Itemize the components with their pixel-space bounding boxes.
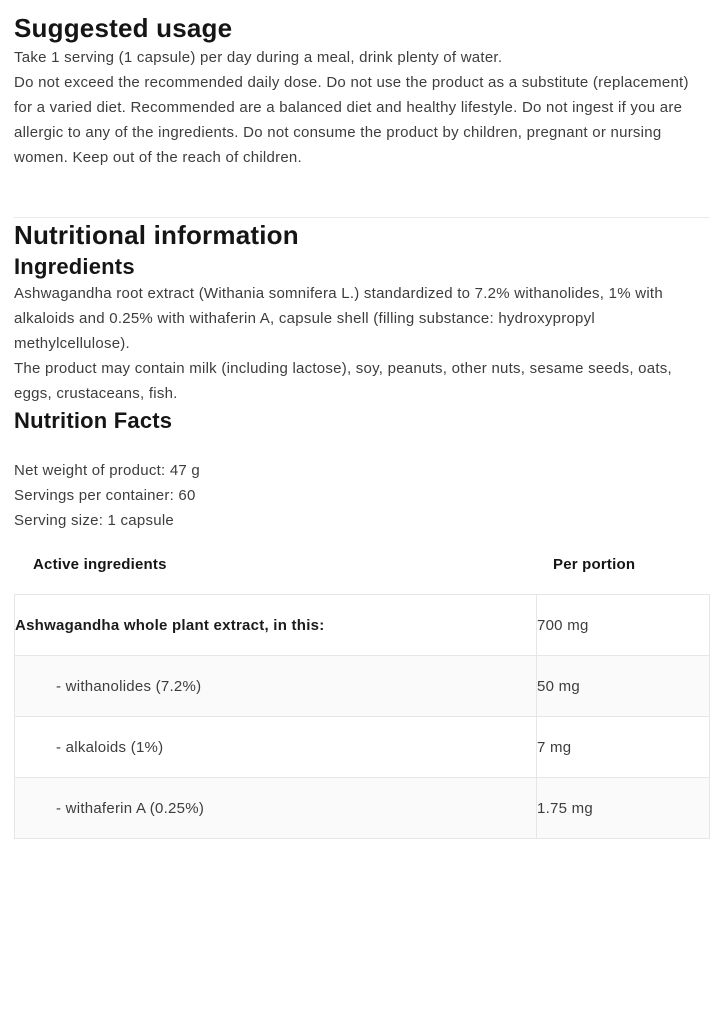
nutrition-facts-title: Nutrition Facts [14, 408, 173, 433]
active-ingredients-column-header: Active ingredients [33, 556, 167, 573]
active-ingredients-table [14, 594, 710, 839]
nutrition-facts-summary [14, 458, 710, 533]
table-row-alkaloids [15, 717, 710, 778]
serving-size-line: Serving size: 1 capsule [14, 512, 174, 529]
ingredient-label: - withanolides (7.2%) [15, 656, 537, 717]
usage-instructions-text: Take 1 serving (1 capsule) per day during a meal, drink plenty of water. [14, 49, 503, 66]
ingredient-amount: 700 mg [537, 595, 710, 656]
per-portion-column-header: Per portion [553, 556, 636, 573]
table-row-withanolides [15, 656, 710, 717]
ingredients-title: Ingredients [14, 254, 135, 279]
suggested-usage-section [14, 11, 710, 170]
nutritional-information-section [14, 218, 710, 839]
nutritional-information-title: Nutritional information [14, 220, 299, 250]
ingredients-table-header [14, 552, 710, 577]
usage-warnings-text: Do not exceed the recommended daily dose. Do not use the product as a substitute (replacement) for a varied diet. Recommended are a balanced diet and healthy lifestyle. Do not ingest if you are allergic to any of the ingredients. Do not consume the product by children, pregnant or nursing women. Keep out of the reach of children. [14, 74, 689, 166]
suggested-usage-title: Suggested usage [14, 13, 233, 43]
ingredient-label: - alkaloids (1%) [15, 717, 537, 778]
ingredient-label: - withaferin A (0.25%) [15, 778, 537, 839]
servings-per-container-line: Servings per container: 60 [14, 487, 196, 504]
ingredient-amount: 50 mg [537, 656, 710, 717]
ingredients-composition-text: Ashwagandha root extract (Withania somnifera L.) standardized to 7.2% withanolides, 1% with alkaloids and 0.25% with withaferin A, capsule shell (filling substance: hydroxypropyl methylcellulose). [14, 285, 663, 352]
ingredient-amount: 7 mg [537, 717, 710, 778]
ingredient-label: Ashwagandha whole plant extract, in this: [15, 595, 537, 656]
table-row-whole-plant-extract [15, 595, 710, 656]
table-row-withaferin-a [15, 778, 710, 839]
ingredient-amount: 1.75 mg [537, 778, 710, 839]
net-weight-line: Net weight of product: 47 g [14, 462, 201, 479]
allergen-notice-text: The product may contain milk (including lactose), soy, peanuts, other nuts, sesame seeds, oats, eggs, crustaceans, fish. [14, 360, 672, 402]
